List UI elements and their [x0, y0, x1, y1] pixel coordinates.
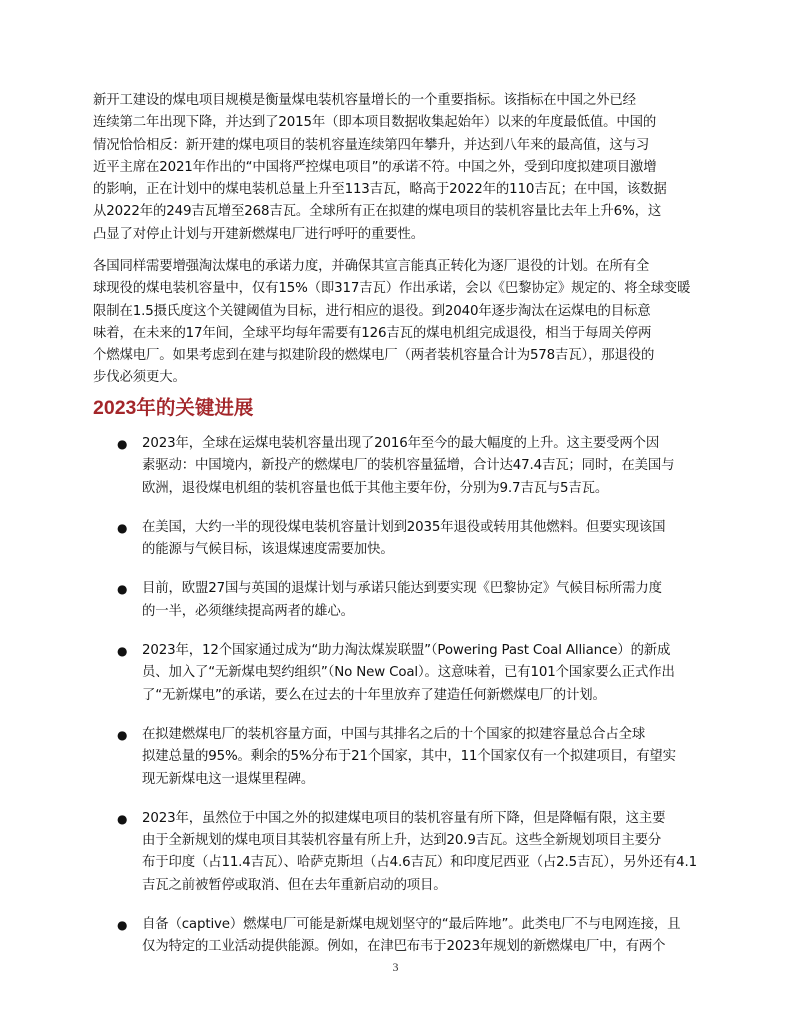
bullet-icon: ● — [117, 582, 128, 597]
bullet-icon: ● — [117, 811, 128, 826]
text-line: 仅为特定的工业活动提供能源。例如，在津巴布韦于2023年规划的新燃煤电厂中，有两个 — [142, 939, 666, 955]
list-item — [93, 808, 703, 897]
text-line: 欧洲，退役煤电机组的装机容量也低于其他主要年份，分别为9.7吉瓦与5吉瓦。 — [142, 480, 609, 496]
bullet-icon: ● — [117, 644, 128, 659]
text-line: 各国同样需要增强淘汰煤电的承诺力度，并确保其宣言能真正转化为逐厂退役的计划。在所有全 — [93, 259, 650, 274]
key-developments-list — [93, 433, 703, 976]
text-line: 拟建总量的95%。剩余的5%分布于21个国家，其中，11个国家仅有一个拟建项目，有望实 — [142, 749, 676, 765]
text-line: 目前，欧盟27国与英国的退煤计划与承诺只能达到要实现《巴黎协定》气候目标所需力度 — [142, 581, 662, 597]
list-item — [93, 578, 703, 623]
bullet-icon: ● — [117, 437, 128, 451]
text-line: 近平主席在2021年作出的“中国将严控煤电项目”的承诺不符。中国之外，受到印度拟建项目激增 — [93, 159, 657, 175]
intro-paragraph-2 — [93, 256, 698, 390]
text-line: 凸显了对停止计划与开建新燃煤电厂进行呼吁的重要性。 — [93, 226, 425, 242]
text-line: 了“无新煤电”的承诺，要么在过去的十年里放弃了建造任何新燃煤电厂的计划。 — [142, 687, 606, 703]
text-line: 从2022年的249吉瓦增至268吉瓦。全球所有正在拟建的煤电项目的装机容量比去年上升6%，这 — [93, 204, 662, 220]
text-line: 的能源与气候目标，该退煤速度需要加快。 — [142, 542, 394, 558]
text-line: 由于全新规划的煤电项目其装机容量有所上升，达到20.9吉瓦。这些全新规划项目主要分 — [142, 833, 662, 849]
list-item — [93, 640, 703, 707]
text-line: 自备（captive）燃煤电厂可能是新煤电规划坚守的“最后阵地”。此类电厂不与电网连接，且 — [142, 917, 681, 933]
text-line: 在美国，大约一半的现役煤电装机容量计划到2035年退役或转用其他燃料。但要实现该国 — [142, 519, 666, 535]
text-line: 员、加入了“无新煤电契约组织”（No New Coal）。这意味着，已有101个国家要么正式作出 — [142, 665, 675, 681]
text-line: 的影响，正在计划中的煤电装机总量上升至113吉瓦，略高于2022年的110吉瓦；在中国，该数据 — [93, 182, 667, 198]
text-line: 吉瓦之前被暂停或取消、但在去年重新启动的项目。 — [142, 877, 447, 893]
list-item — [93, 517, 703, 562]
bullet-icon: ● — [117, 727, 128, 742]
text-line: 现无新煤电这一退煤里程碑。 — [142, 771, 315, 787]
text-line: 个燃煤电厂。如果考虑到在建与拟建阶段的燃煤电厂（两者装机容量合计为578吉瓦），那退役的 — [93, 348, 655, 364]
text-line: 2023年，全球在运煤电装机容量出现了2016年至今的最大幅度的上升。这主要受两个因 — [142, 436, 660, 451]
text-line: 新开工建设的煤电项目规模是衡量煤电装机容量增长的一个重要指标。该指标在中国之外已经 — [93, 93, 636, 108]
text-line: 布于印度（占11.4吉瓦）、哈萨克斯坦（占4.6吉瓦）和印度尼西亚（占2.5吉瓦），另外还有4.1 — [142, 855, 698, 871]
text-line: 限制在1.5摄氏度这个关键阈值为目标，进行相应的退役。到2040年逐步淘汰在运煤电的目标意 — [93, 303, 651, 319]
page-number: 3 — [392, 960, 399, 974]
text-line: 步伐必须更大。 — [93, 370, 186, 386]
list-item — [93, 914, 703, 959]
text-line: 素驱动：中国境内，新投产的燃煤电厂的装机容量猛增，合计达47.4吉瓦；同时，在美国与 — [142, 458, 675, 474]
intro-paragraph-1 — [93, 90, 698, 246]
text-line: 球现役的煤电装机容量中，仅有15%（即317吉瓦）作出承诺，会以《巴黎协定》规定的、将全球变暖 — [93, 281, 691, 297]
bullet-icon: ● — [117, 918, 128, 933]
text-line: 在拟建燃煤电厂的装机容量方面，中国与其排名之后的十个国家的拟建容量总合占全球 — [142, 726, 646, 742]
text-line: 连续第二年出现下降，并达到了2015年（即本项目数据收集起始年）以来的年度最低值。中国的 — [93, 115, 657, 131]
bullet-icon: ● — [117, 520, 128, 535]
text-line: 2023年，虽然位于中国之外的拟建煤电项目的装机容量有所下降，但是降幅有限，这主要 — [142, 810, 666, 826]
text-line: 情况恰恰相反：新开建的煤电项目的装机容量连续第四年攀升，并达到八年来的最高值，这与习 — [93, 137, 650, 153]
list-item — [93, 433, 703, 500]
text-line: 2023年，12个国家通过成为“助力淘汰煤炭联盟”（Powering Past Coal Alliance）的新成 — [142, 643, 671, 659]
list-item — [93, 724, 703, 791]
text-line: 味着，在未来的17年间，全球平均每年需要有126吉瓦的煤电机组完成退役，相当于每周关停两 — [93, 325, 652, 341]
text-line: 的一半，必须继续提高两者的雄心。 — [142, 603, 354, 619]
section-heading: 2023年的关键进展 — [93, 397, 254, 419]
